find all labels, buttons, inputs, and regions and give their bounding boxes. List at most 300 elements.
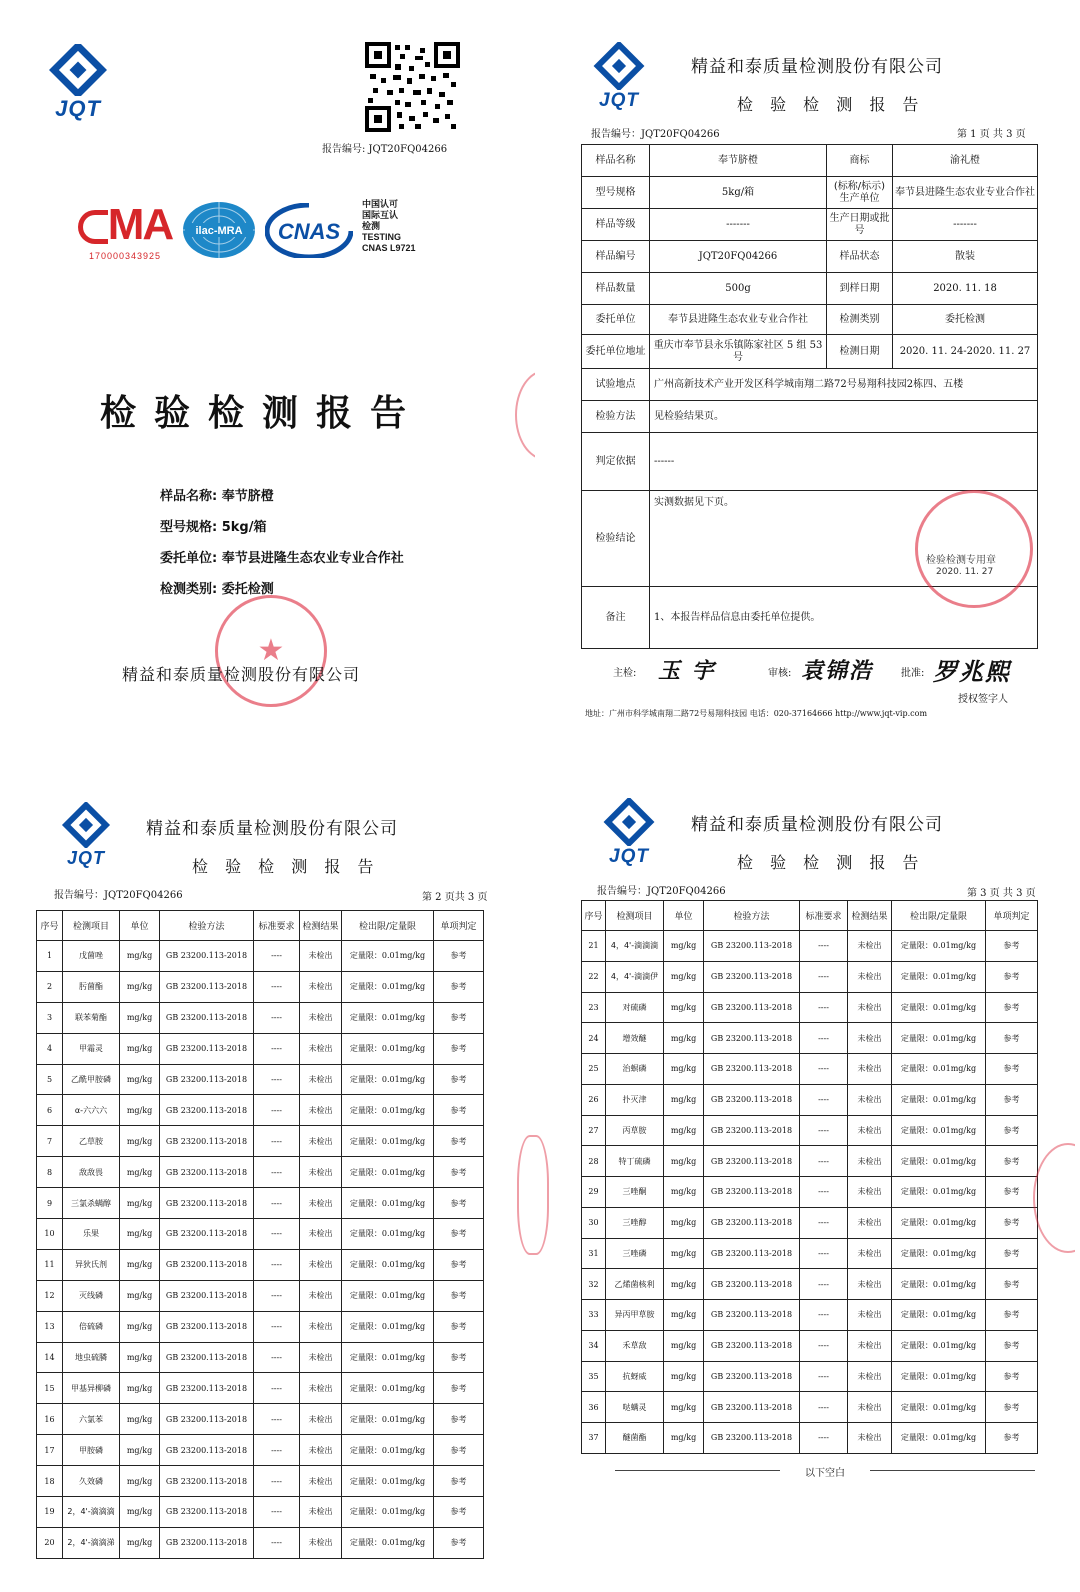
table-row (582, 1207, 1038, 1238)
cell-unit: mg/kg (120, 1126, 160, 1157)
cell-limit: 定量限：0.01mg/kg (892, 1207, 986, 1238)
cell-no: 9 (37, 1188, 63, 1219)
column-header: 检测项目 (63, 911, 120, 941)
cell-item: 4，4'-滴滴伊 (606, 961, 664, 992)
table-row (582, 1146, 1038, 1177)
cell-result: 未检出 (848, 1300, 892, 1331)
cell-result: 未检出 (848, 1238, 892, 1269)
cell-judgement: 参考 (434, 1497, 484, 1528)
cell-no: 19 (37, 1497, 63, 1528)
authorized-signatory: 授权签字人 (958, 694, 1008, 705)
cell-no: 28 (582, 1146, 606, 1177)
cell-item: 甲胺磷 (63, 1435, 120, 1466)
cell-judgement: 参考 (986, 961, 1038, 992)
cell-judgement: 参考 (986, 1238, 1038, 1269)
cell-result: 未检出 (300, 1527, 342, 1558)
cell-judgement: 参考 (434, 1219, 484, 1250)
cell-result: 未检出 (300, 1342, 342, 1373)
cell-item: 2，4'-滴滴滴 (63, 1497, 120, 1528)
value-remark: 1、本报告样品信息由委托单位提供。 (650, 587, 1038, 649)
cell-no: 25 (582, 1054, 606, 1085)
column-header: 检测项目 (606, 901, 664, 931)
column-header: 单项判定 (434, 911, 484, 941)
cell-no: 13 (37, 1311, 63, 1342)
value-prod-date: ------- (893, 209, 1038, 241)
cell-unit: mg/kg (664, 961, 704, 992)
cell-no: 20 (37, 1527, 63, 1558)
table-row (582, 335, 1038, 369)
cell-method: GB 23200.113-2018 (704, 1269, 800, 1300)
cell-unit: mg/kg (120, 1033, 160, 1064)
cell-no: 24 (582, 1023, 606, 1054)
cell-no: 23 (582, 992, 606, 1023)
cell-result: 未检出 (300, 1435, 342, 1466)
cell-unit: mg/kg (120, 1280, 160, 1311)
seal-line: 检验检测专用章 (926, 555, 996, 566)
table-header-row (582, 901, 1038, 931)
label-sample-no: 样品编号 (582, 241, 650, 273)
cell-item: 倍硫磷 (63, 1311, 120, 1342)
table-row (582, 1054, 1038, 1085)
table-row (582, 961, 1038, 992)
cell-requirement: ---- (800, 1238, 848, 1269)
cell-no: 17 (37, 1435, 63, 1466)
cell-requirement: ---- (254, 1497, 300, 1528)
cell-method: GB 23200.113-2018 (704, 1177, 800, 1208)
cell-result: 未检出 (300, 941, 342, 972)
column-header: 检出限/定量限 (342, 911, 434, 941)
table-row (582, 1269, 1038, 1300)
header-report-number (54, 886, 183, 901)
label-quantity: 样品数量 (582, 273, 650, 305)
table-row (37, 941, 484, 972)
cell-no: 30 (582, 1207, 606, 1238)
cell-limit: 定量限：0.01mg/kg (892, 1023, 986, 1054)
cell-result: 未检出 (848, 1330, 892, 1361)
cell-no: 4 (37, 1033, 63, 1064)
cell-requirement: ---- (254, 1435, 300, 1466)
cell-limit: 定量限：0.01mg/kg (892, 1115, 986, 1146)
cell-method: GB 23200.113-2018 (160, 1527, 254, 1558)
cell-result: 未检出 (300, 971, 342, 1002)
cell-judgement: 参考 (434, 1404, 484, 1435)
cell-requirement: ---- (254, 1342, 300, 1373)
cell-judgement: 参考 (986, 1023, 1038, 1054)
table-row (37, 971, 484, 1002)
cell-result: 未检出 (300, 1466, 342, 1497)
cell-judgement: 参考 (434, 941, 484, 972)
cell-limit: 定量限：0.01mg/kg (892, 1269, 986, 1300)
cell-method: GB 23200.113-2018 (160, 1311, 254, 1342)
cell-judgement: 参考 (986, 931, 1038, 962)
cell-method: GB 23200.113-2018 (160, 1466, 254, 1497)
report-number-value: JQT20FQ04266 (104, 890, 183, 901)
value-client: 奉节县进隆生态农业专业合作社 (650, 305, 827, 335)
cell-result: 未检出 (300, 1064, 342, 1095)
seal-date: 2020. 11. 27 (936, 567, 994, 577)
cell-limit: 定量限：0.01mg/kg (892, 961, 986, 992)
cell-unit: mg/kg (120, 1064, 160, 1095)
column-header: 检验方法 (704, 901, 800, 931)
cell-no: 14 (37, 1342, 63, 1373)
cell-result: 未检出 (300, 1311, 342, 1342)
cell-method: GB 23200.113-2018 (704, 992, 800, 1023)
cell-item: 禾草敌 (606, 1330, 664, 1361)
cell-item: 灭线磷 (63, 1280, 120, 1311)
cell-item: 2，4'-滴滴涕 (63, 1527, 120, 1558)
cell-unit: mg/kg (120, 941, 160, 972)
label-prod-date: 生产日期或批号 (827, 209, 893, 241)
cell-limit: 定量限：0.01mg/kg (342, 1188, 434, 1219)
table-row (37, 1188, 484, 1219)
value-conclusion: 实测数据见下页。 (650, 491, 1038, 587)
report-number-value: JQT20FQ04266 (641, 129, 720, 140)
cell-no: 33 (582, 1300, 606, 1331)
cell-no: 1 (37, 941, 63, 972)
cell-method: GB 23200.113-2018 (704, 961, 800, 992)
column-header: 序号 (37, 911, 63, 941)
cell-no: 8 (37, 1157, 63, 1188)
cell-method: GB 23200.113-2018 (704, 1423, 800, 1454)
cell-limit: 定量限：0.01mg/kg (342, 1373, 434, 1404)
jqt-logo-icon (42, 44, 114, 96)
jqt-logo-icon (52, 802, 120, 848)
label-model: 型号规格 (582, 177, 650, 209)
cell-result: 未检出 (300, 1280, 342, 1311)
cell-limit: 定量限：0.01mg/kg (342, 941, 434, 972)
cell-method: GB 23200.113-2018 (160, 1126, 254, 1157)
reviewer-label: 审核: (768, 668, 792, 679)
cell-judgement: 参考 (986, 1054, 1038, 1085)
cell-limit: 定量限：0.01mg/kg (892, 1084, 986, 1115)
table-header-row (37, 911, 484, 941)
cell-limit: 定量限：0.01mg/kg (342, 1095, 434, 1126)
cell-limit: 定量限：0.01mg/kg (892, 1361, 986, 1392)
cell-result: 未检出 (848, 1207, 892, 1238)
cell-limit: 定量限：0.01mg/kg (342, 1342, 434, 1373)
cell-requirement: ---- (254, 1095, 300, 1126)
cell-no: 16 (37, 1404, 63, 1435)
table-row (37, 1095, 484, 1126)
cell-unit: mg/kg (120, 1219, 160, 1250)
cell-requirement: ---- (254, 1249, 300, 1280)
value-test-type: 委托检测 (893, 305, 1038, 335)
cnas-line: 中国认可 (362, 199, 399, 209)
cell-unit: mg/kg (120, 1435, 160, 1466)
report-number-label: 报告编号： (597, 886, 647, 897)
header-report-number (591, 125, 720, 140)
cell-judgement: 参考 (986, 1361, 1038, 1392)
jqt-logo-icon (583, 42, 655, 90)
label-client-address: 委托单位地址 (582, 335, 650, 369)
table-row (37, 1219, 484, 1250)
cma-label: MA (107, 200, 173, 249)
cell-requirement: ---- (254, 941, 300, 972)
cell-result: 未检出 (848, 1361, 892, 1392)
cell-unit: mg/kg (664, 1300, 704, 1331)
cell-no: 7 (37, 1126, 63, 1157)
cell-limit: 定量限：0.01mg/kg (342, 1157, 434, 1188)
main-inspector-signature: 玉 宇 (658, 658, 716, 684)
edge-seal-icon (517, 1135, 549, 1255)
cell-result: 未检出 (848, 1146, 892, 1177)
cell-limit: 定量限：0.01mg/kg (342, 1219, 434, 1250)
cell-unit: mg/kg (664, 1207, 704, 1238)
cell-unit: mg/kg (120, 1342, 160, 1373)
cell-method: GB 23200.113-2018 (704, 1084, 800, 1115)
cell-unit: mg/kg (120, 1188, 160, 1219)
cell-judgement: 参考 (434, 1249, 484, 1280)
cell-judgement: 参考 (986, 992, 1038, 1023)
cell-method: GB 23200.113-2018 (160, 1342, 254, 1373)
cell-unit: mg/kg (120, 1002, 160, 1033)
cell-method: GB 23200.113-2018 (704, 1146, 800, 1177)
cell-method: GB 23200.113-2018 (160, 1435, 254, 1466)
cell-result: 未检出 (300, 1188, 342, 1219)
qr-code-icon (365, 42, 460, 132)
cell-requirement: ---- (800, 931, 848, 962)
cell-limit: 定量限：0.01mg/kg (892, 992, 986, 1023)
cell-method: GB 23200.113-2018 (704, 1330, 800, 1361)
table-row (582, 273, 1038, 305)
seal-star-icon: ★ (257, 633, 285, 668)
label-remark: 备注 (582, 587, 650, 649)
header-company: 精益和泰质量检测股份有限公司 (691, 57, 943, 77)
cell-unit: mg/kg (664, 1423, 704, 1454)
table-row (582, 401, 1038, 433)
label-test-date: 检测日期 (827, 335, 893, 369)
cell-requirement: ---- (254, 1527, 300, 1558)
value-arrival: 2020. 11. 18 (893, 273, 1038, 305)
cell-no: 21 (582, 931, 606, 962)
table-row (37, 1280, 484, 1311)
cell-limit: 定量限：0.01mg/kg (342, 1033, 434, 1064)
table-row (582, 1023, 1038, 1054)
cell-requirement: ---- (254, 1157, 300, 1188)
cell-requirement: ---- (800, 1177, 848, 1208)
header-company: 精益和泰质量检测股份有限公司 (691, 815, 943, 835)
cell-unit: mg/kg (120, 1373, 160, 1404)
cell-limit: 定量限：0.01mg/kg (892, 1238, 986, 1269)
cell-limit: 定量限：0.01mg/kg (892, 1146, 986, 1177)
cell-item: 扑灭津 (606, 1084, 664, 1115)
cell-result: 未检出 (300, 1249, 342, 1280)
column-header: 标准要求 (800, 901, 848, 931)
cell-limit: 定量限：0.01mg/kg (892, 1300, 986, 1331)
cell-method: GB 23200.113-2018 (160, 1064, 254, 1095)
cell-unit: mg/kg (664, 1115, 704, 1146)
cell-judgement: 参考 (986, 1330, 1038, 1361)
cell-method: GB 23200.113-2018 (160, 1497, 254, 1528)
cell-limit: 定量限：0.01mg/kg (342, 1064, 434, 1095)
cell-item: 三唑磷 (606, 1238, 664, 1269)
cnas-icon (265, 203, 353, 258)
cell-requirement: ---- (800, 1269, 848, 1300)
logo-text: JQT (66, 848, 105, 868)
cell-requirement: ---- (800, 992, 848, 1023)
cell-method: GB 23200.113-2018 (160, 1280, 254, 1311)
cell-method: GB 23200.113-2018 (160, 1188, 254, 1219)
cell-judgement: 参考 (434, 1157, 484, 1188)
value-producer: 奉节县进隆生态农业专业合作社 (893, 177, 1038, 209)
approver-signature: 罗兆熙 (933, 657, 1011, 686)
header-title: 检 验 检 测 报 告 (192, 857, 380, 876)
reviewer-signature: 袁锦浩 (801, 658, 874, 684)
cell-method: GB 23200.113-2018 (704, 1023, 800, 1054)
column-header: 序号 (582, 901, 606, 931)
jqt-logo (42, 44, 114, 122)
table-row (582, 1238, 1038, 1269)
jqt-logo-icon (593, 798, 665, 846)
cell-item: 醚菌酯 (606, 1423, 664, 1454)
cell-method: GB 23200.113-2018 (704, 1238, 800, 1269)
cell-judgement: 参考 (434, 1064, 484, 1095)
cell-requirement: ---- (800, 1330, 848, 1361)
cell-requirement: ---- (800, 1023, 848, 1054)
cell-method: GB 23200.113-2018 (704, 1115, 800, 1146)
table-row (582, 1084, 1038, 1115)
report-number-value: JQT20FQ04266 (647, 886, 726, 897)
report-page-2 (30, 788, 520, 1588)
cell-requirement: ---- (254, 1033, 300, 1064)
cell-limit: 定量限：0.01mg/kg (342, 1497, 434, 1528)
cell-no: 31 (582, 1238, 606, 1269)
report-number-label: 报告编号： (54, 890, 104, 901)
cell-method: GB 23200.113-2018 (704, 1207, 800, 1238)
report-page-3 (575, 788, 1075, 1588)
table-row (582, 1330, 1038, 1361)
header-title: 检 验 检 测 报 告 (737, 95, 925, 114)
cell-no: 29 (582, 1177, 606, 1208)
cell-judgement: 参考 (986, 1207, 1038, 1238)
cell-judgement: 参考 (986, 1269, 1038, 1300)
cell-unit: mg/kg (664, 992, 704, 1023)
cell-result: 未检出 (848, 1023, 892, 1054)
cell-requirement: ---- (800, 1361, 848, 1392)
cell-result: 未检出 (848, 1423, 892, 1454)
cell-limit: 定量限：0.01mg/kg (342, 1126, 434, 1157)
cover-report-number: 报告编号: JQT20FQ04266 (322, 144, 448, 155)
cell-no: 15 (37, 1373, 63, 1404)
cell-requirement: ---- (800, 1054, 848, 1085)
cell-item: 戊菌唑 (63, 941, 120, 972)
table-row (37, 1373, 484, 1404)
cell-requirement: ---- (254, 971, 300, 1002)
cell-requirement: ---- (254, 1002, 300, 1033)
cell-requirement: ---- (254, 1466, 300, 1497)
column-header: 单位 (120, 911, 160, 941)
cell-no: 3 (37, 1002, 63, 1033)
cell-judgement: 参考 (434, 1126, 484, 1157)
cell-unit: mg/kg (120, 1157, 160, 1188)
cell-judgement: 参考 (434, 1033, 484, 1064)
cell-result: 未检出 (848, 1115, 892, 1146)
cell-no: 18 (37, 1466, 63, 1497)
cell-method: GB 23200.113-2018 (704, 1361, 800, 1392)
cell-result: 未检出 (848, 1269, 892, 1300)
cell-judgement: 参考 (986, 1146, 1038, 1177)
cell-item: 4，4'-滴滴滴 (606, 931, 664, 962)
table-row (37, 1435, 484, 1466)
cell-requirement: ---- (800, 1146, 848, 1177)
cell-requirement: ---- (254, 1064, 300, 1095)
label-sample-name: 样品名称 (582, 145, 650, 177)
cma-number: 170000343925 (88, 251, 162, 261)
cover-field-client: 委托单位: 奉节县进隆生态农业专业合作社 (160, 551, 404, 566)
cell-method: GB 23200.113-2018 (160, 1373, 254, 1404)
logo-text: JQT (609, 846, 649, 867)
column-header: 单项判定 (986, 901, 1038, 931)
table-row (37, 1527, 484, 1558)
cell-requirement: ---- (800, 1115, 848, 1146)
cover-company-name: 精益和泰质量检测股份有限公司 (122, 665, 361, 684)
cell-judgement: 参考 (434, 1280, 484, 1311)
cell-result: 未检出 (848, 1054, 892, 1085)
table-row (37, 1157, 484, 1188)
table-row (582, 145, 1038, 177)
cell-unit: mg/kg (120, 1311, 160, 1342)
cell-item: 丙草胺 (606, 1115, 664, 1146)
cell-judgement: 参考 (434, 1527, 484, 1558)
table-row (582, 433, 1038, 491)
cell-result: 未检出 (300, 1404, 342, 1435)
edge-seal-icon (515, 370, 535, 460)
cell-result: 未检出 (300, 1157, 342, 1188)
column-header: 标准要求 (254, 911, 300, 941)
cell-method: GB 23200.113-2018 (160, 971, 254, 1002)
label-arrival: 到样日期 (827, 273, 893, 305)
cell-judgement: 参考 (986, 1423, 1038, 1454)
cell-item: 特丁硫磷 (606, 1146, 664, 1177)
cell-item: 肟菌酯 (63, 971, 120, 1002)
value-sample-no: JQT20FQ04266 (650, 241, 827, 273)
cell-result: 未检出 (300, 1033, 342, 1064)
edge-seal-icon (1033, 1143, 1075, 1253)
cell-no: 37 (582, 1423, 606, 1454)
cell-item: 甲霜灵 (63, 1033, 120, 1064)
cell-unit: mg/kg (664, 1238, 704, 1269)
cell-no: 36 (582, 1392, 606, 1423)
label-sample-state: 样品状态 (827, 241, 893, 273)
cell-no: 32 (582, 1269, 606, 1300)
table-row (37, 1466, 484, 1497)
cell-item: 地虫硫膦 (63, 1342, 120, 1373)
cell-item: 久效磷 (63, 1466, 120, 1497)
cell-judgement: 参考 (986, 1392, 1038, 1423)
cell-unit: mg/kg (120, 971, 160, 1002)
value-trademark: 渝礼橙 (893, 145, 1038, 177)
cell-item: 乙草胺 (63, 1126, 120, 1157)
cell-item: 异丙甲草胺 (606, 1300, 664, 1331)
cell-judgement: 参考 (986, 1084, 1038, 1115)
table-row (582, 241, 1038, 273)
inspection-seal (915, 490, 1033, 608)
cell-item: α-六六六 (63, 1095, 120, 1126)
cell-item: 甲基异柳磷 (63, 1373, 120, 1404)
cell-no: 26 (582, 1084, 606, 1115)
cell-no: 6 (37, 1095, 63, 1126)
table-row (582, 209, 1038, 241)
cell-judgement: 参考 (434, 1466, 484, 1497)
cell-unit: mg/kg (664, 1084, 704, 1115)
cell-item: 哒螨灵 (606, 1392, 664, 1423)
column-header: 检验方法 (160, 911, 254, 941)
cell-limit: 定量限：0.01mg/kg (892, 1177, 986, 1208)
cell-judgement: 参考 (986, 1177, 1038, 1208)
header-company: 精益和泰质量检测股份有限公司 (146, 819, 398, 839)
cell-method: GB 23200.113-2018 (160, 1095, 254, 1126)
cell-unit: mg/kg (120, 1404, 160, 1435)
